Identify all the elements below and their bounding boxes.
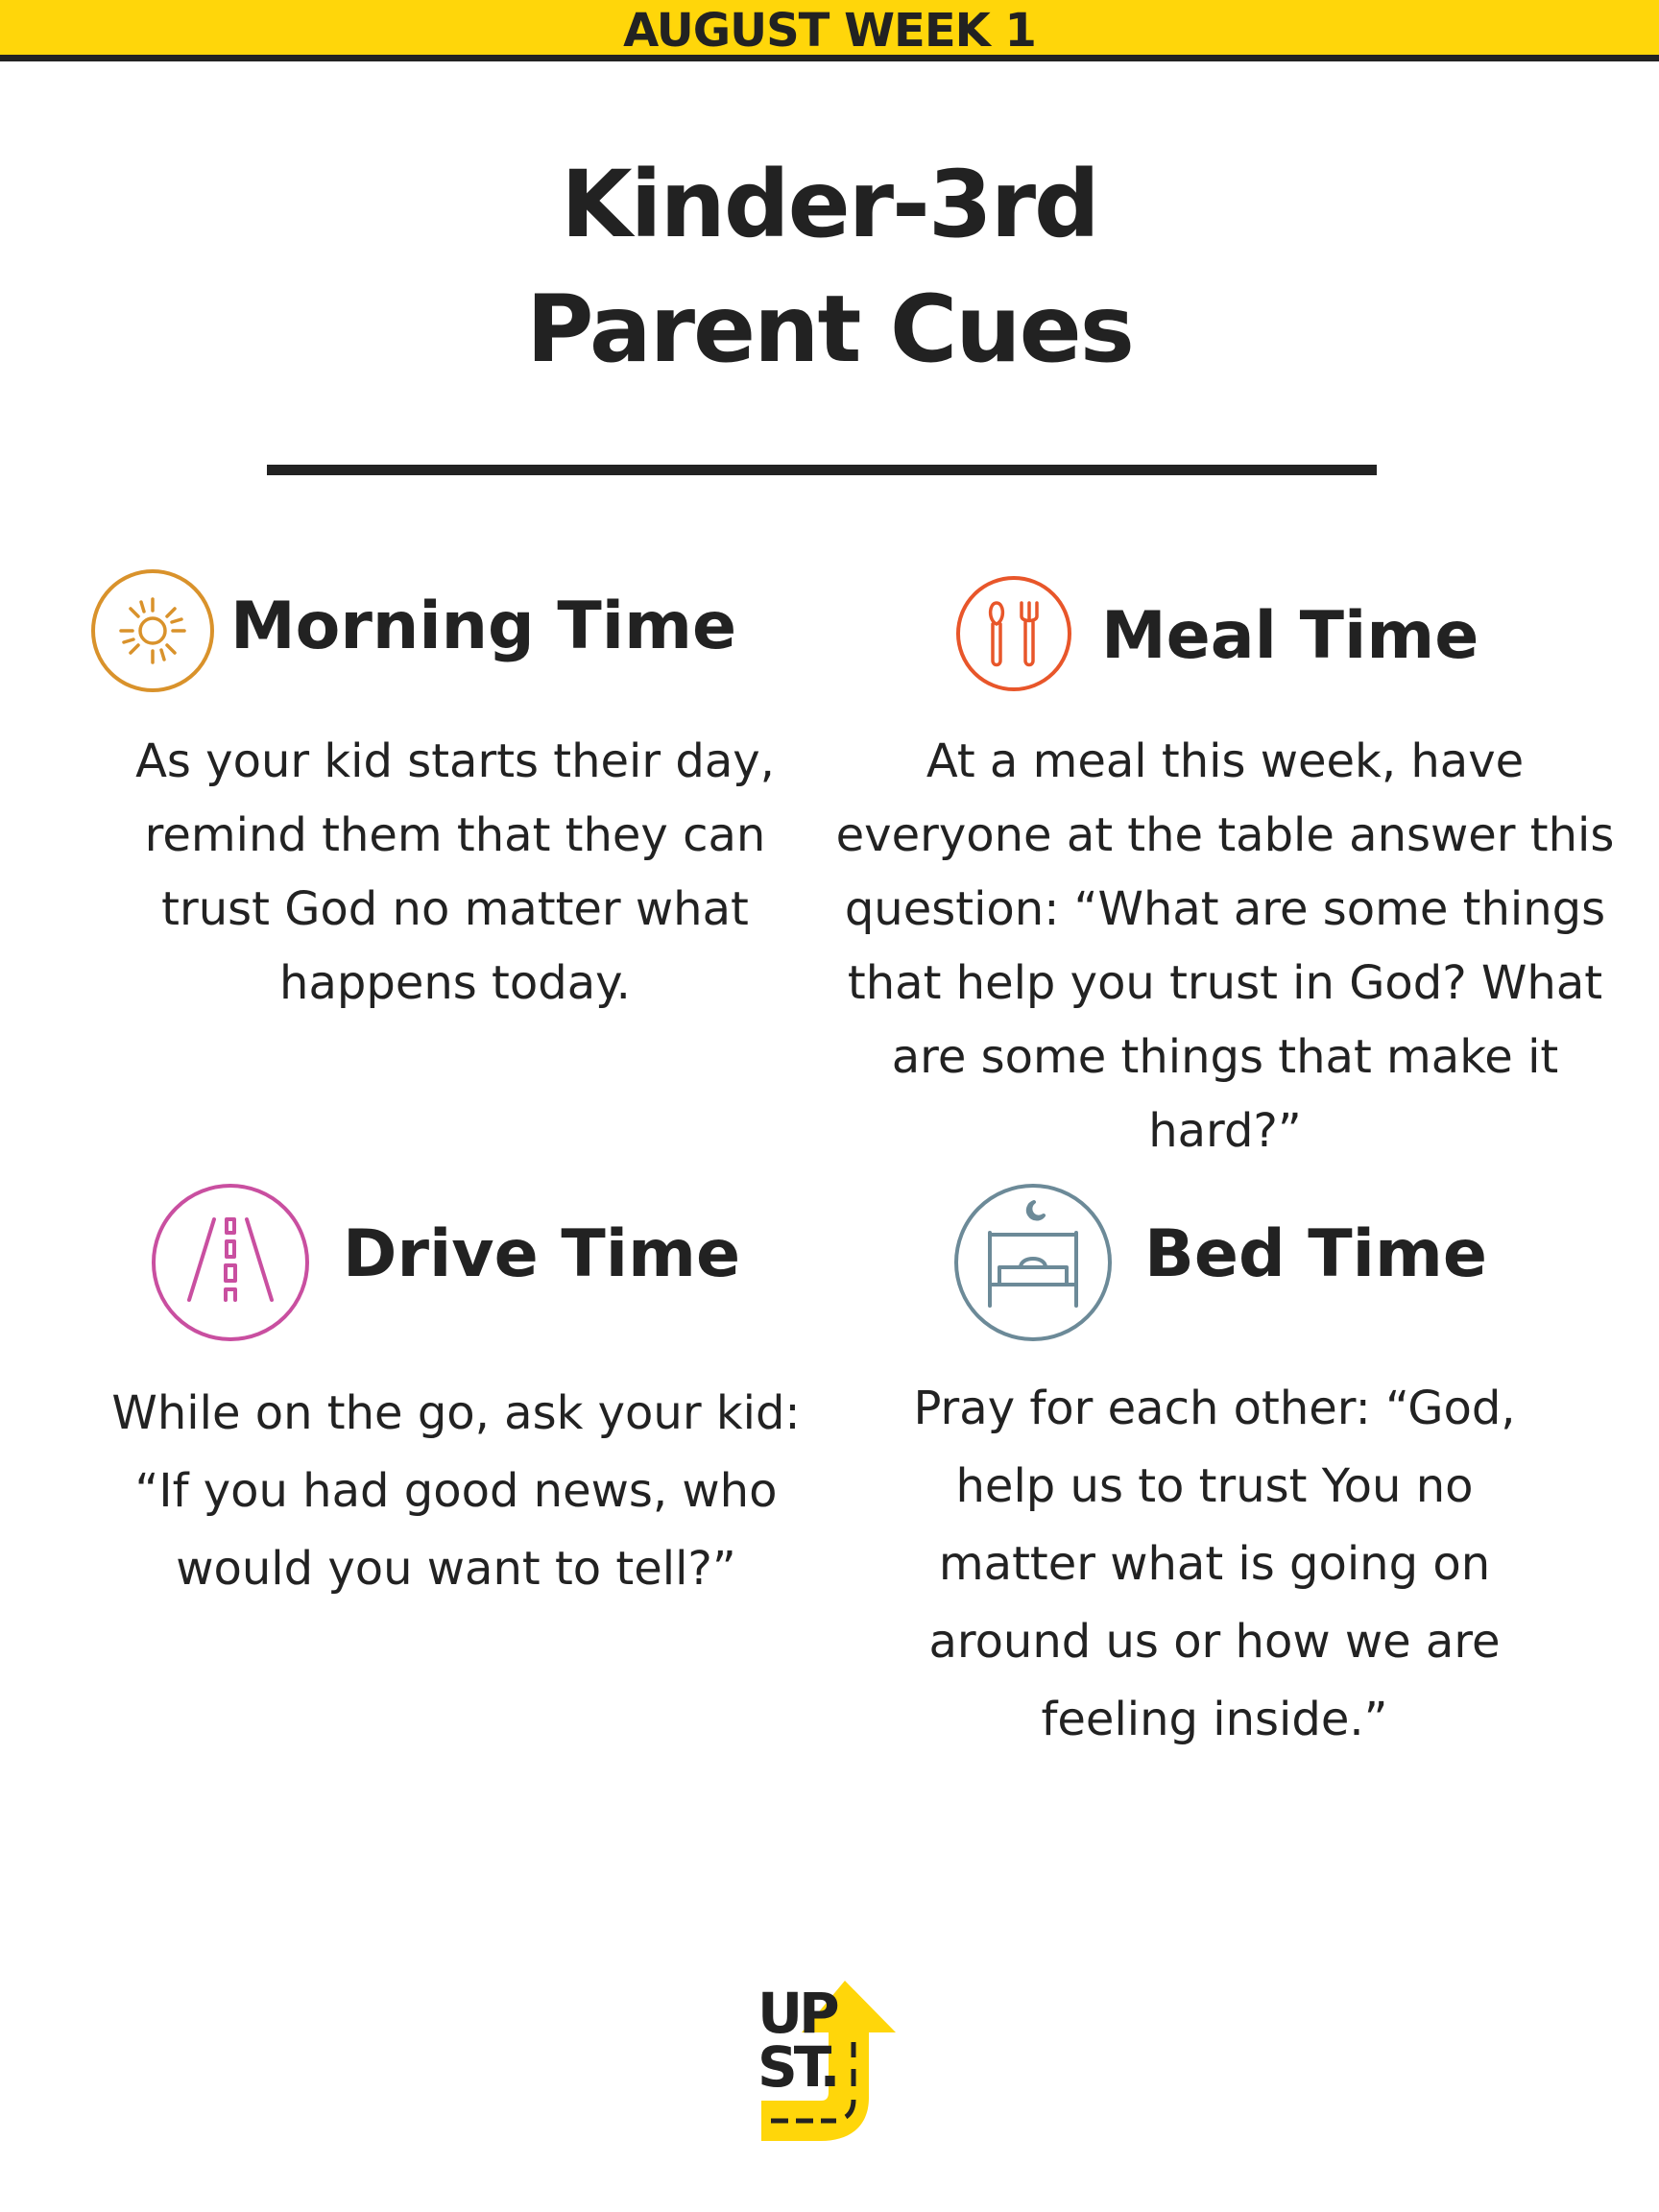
title-line-1: Kinder-3rd <box>561 151 1098 258</box>
utensils-icon <box>954 574 1073 693</box>
banner-text: AUGUST WEEK 1 <box>623 4 1036 58</box>
title-line-2: Parent Cues <box>526 276 1133 383</box>
title-divider <box>267 465 1377 475</box>
morning-time-heading: Morning Time <box>230 589 737 664</box>
drive-time-text: While on the go, ask your kid: “If you had good news, who would you want to tell?” <box>111 1386 801 1596</box>
upstreet-logo <box>754 1973 926 2150</box>
bed-time-heading: Bed Time <box>1144 1216 1487 1292</box>
meal-time-text: At a meal this week, have everyone at the table answer this question: “What are some things that help you trust in God? What are some things that make it hard?” <box>835 734 1615 1158</box>
upstreet-arrow-logo <box>754 1973 926 2146</box>
page-title <box>0 142 1659 392</box>
logo-text-up: UP <box>757 1981 836 2046</box>
header-banner <box>0 0 1659 61</box>
bed-icon <box>951 1181 1115 1344</box>
morning-time-text: As your kid starts their day, remind them that they can trust God no matter what happens today. <box>135 734 775 1010</box>
sun-icon <box>88 566 217 695</box>
drive-time-heading: Drive Time <box>343 1216 741 1292</box>
road-icon <box>149 1181 312 1344</box>
logo-text-st: ST. <box>757 2034 837 2100</box>
bed-time-text: Pray for each other: “God, help us to trust You no matter what is going on around us or how we are feeling inside.” <box>913 1382 1516 1746</box>
meal-time-heading: Meal Time <box>1101 598 1479 674</box>
